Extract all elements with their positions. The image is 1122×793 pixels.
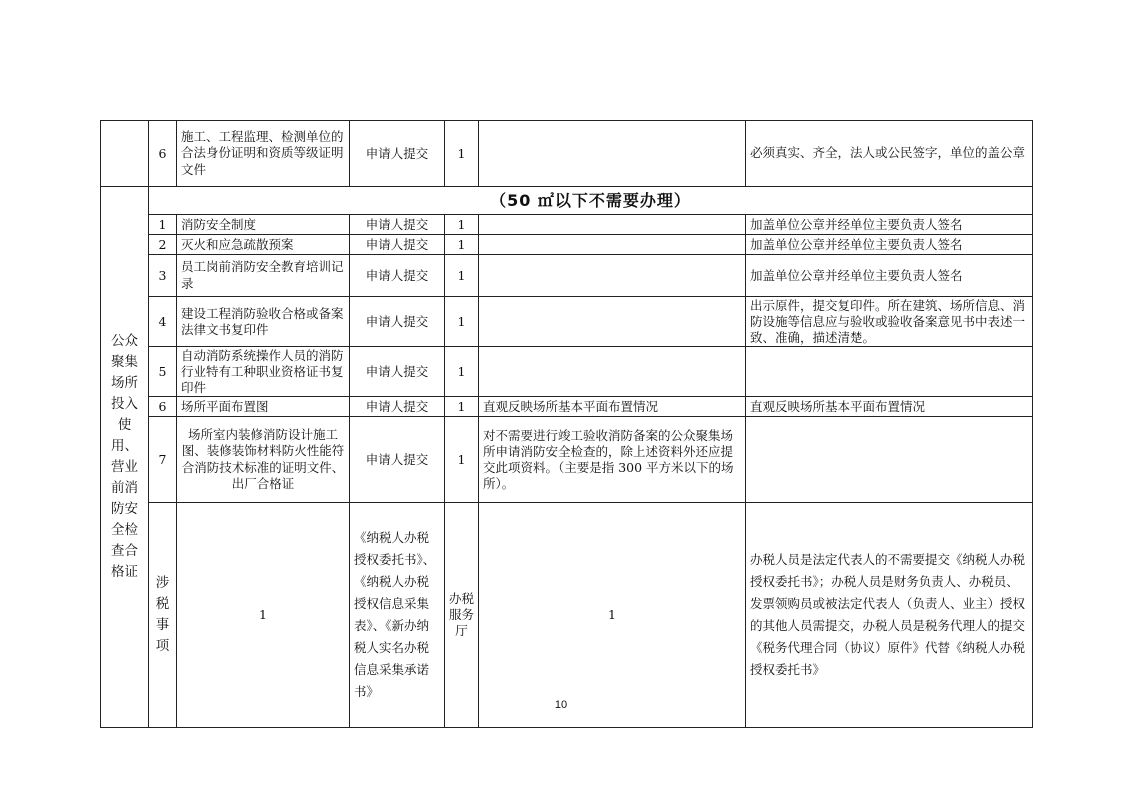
material-requirement [746, 347, 1033, 397]
copies-count: 1 [445, 215, 479, 235]
copies-count: 1 [445, 347, 479, 397]
material-source: 申请人提交 [350, 417, 445, 503]
material-source: 申请人提交 [350, 255, 445, 297]
material-note [479, 297, 746, 347]
category-label-fire: 公众聚集场所投入使用、营业前消防安全检查合格证 [101, 187, 149, 728]
material-source: 申请人提交 [350, 347, 445, 397]
row-number: 1 [149, 215, 177, 235]
material-note [479, 121, 746, 187]
table-row [101, 255, 1033, 297]
material-name: 《纳税人办税授权委托书》、《纳税人办税授权信息采集表》、《新办纳税人实名办税信息采集承诺书》 [350, 503, 445, 728]
page-number: 10 [554, 699, 568, 711]
material-source: 申请人提交 [350, 215, 445, 235]
material-requirement: 加盖单位公章并经单位主要负责人签名 [746, 215, 1033, 235]
table-row [101, 417, 1033, 503]
copies-count: 1 [445, 235, 479, 255]
table-row [101, 347, 1033, 397]
material-source: 申请人提交 [350, 235, 445, 255]
empty-category-cell [101, 121, 149, 187]
material-source: 申请人提交 [350, 397, 445, 417]
material-note [479, 215, 746, 235]
material-name: 灭火和应急疏散预案 [177, 235, 350, 255]
category-label-tax: 涉税事项 [149, 503, 177, 728]
material-name: 场所室内装修消防设计施工图、装修装饰材料防火性能符合消防技术标准的证明文件、出厂合格证 [177, 417, 350, 503]
copies-count: 1 [479, 503, 746, 728]
table-row [101, 297, 1033, 347]
section-subheader-row [101, 187, 1033, 215]
material-name: 场所平面布置图 [177, 397, 350, 417]
material-requirement: 出示原件，提交复印件。所在建筑、场所信息、消防设施等信息应与验收或验收备案意见书中表述一致、准确，描述清楚。 [746, 297, 1033, 347]
material-source: 申请人提交 [350, 121, 445, 187]
copies-count: 1 [445, 121, 479, 187]
material-name: 自动消防系统操作人员的消防行业特有工种职业资格证书复印件 [177, 347, 350, 397]
row-number: 5 [149, 347, 177, 397]
table-row [101, 215, 1033, 235]
table-row [101, 121, 1033, 187]
material-requirement: 直观反映场所基本平面布置情况 [746, 397, 1033, 417]
section-subheader: （50 ㎡以下不需要办理） [149, 187, 1033, 215]
material-requirement: 加盖单位公章并经单位主要负责人签名 [746, 255, 1033, 297]
material-name: 员工岗前消防安全教育培训记录 [177, 255, 350, 297]
row-number: 3 [149, 255, 177, 297]
material-note [479, 255, 746, 297]
material-note [479, 235, 746, 255]
copies-count: 1 [445, 297, 479, 347]
table-row [101, 235, 1033, 255]
material-note: 直观反映场所基本平面布置情况 [479, 397, 746, 417]
row-number: 6 [149, 397, 177, 417]
table-row [101, 503, 1033, 728]
row-number: 2 [149, 235, 177, 255]
row-number: 7 [149, 417, 177, 503]
row-number: 4 [149, 297, 177, 347]
row-number: 6 [149, 121, 177, 187]
copies-count: 1 [445, 397, 479, 417]
copies-count: 1 [445, 417, 479, 503]
material-note [479, 347, 746, 397]
material-requirement: 必须真实、齐全，法人或公民签字，单位的盖公章 [746, 121, 1033, 187]
material-source: 办税服务厅 [445, 503, 479, 728]
row-number: 1 [177, 503, 350, 728]
table-row [101, 397, 1033, 417]
copies-count: 1 [445, 255, 479, 297]
material-requirement [746, 417, 1033, 503]
material-name: 建设工程消防验收合格或备案法律文书复印件 [177, 297, 350, 347]
material-note: 办税人员是法定代表人的不需要提交《纳税人办税授权委托书》；办税人员是财务负责人、办税员、发票领购员或被法定代表人（负责人、业主）授权的其他人员需提交，办税人员是税务代理人的提交《税务代理合同（协议）原件》代替《纳税人办税授权委托书》 [746, 503, 1033, 728]
material-name: 消防安全制度 [177, 215, 350, 235]
material-name: 施工、工程监理、检测单位的合法身份证明和资质等级证明文件 [177, 121, 350, 187]
material-source: 申请人提交 [350, 297, 445, 347]
requirements-table [100, 120, 1033, 728]
material-note: 对不需要进行竣工验收消防备案的公众聚集场所申请消防安全检查的，除上述资料外还应提交此项资料。（主要是指 300 平方米以下的场所）。 [479, 417, 746, 503]
material-requirement: 加盖单位公章并经单位主要负责人签名 [746, 235, 1033, 255]
